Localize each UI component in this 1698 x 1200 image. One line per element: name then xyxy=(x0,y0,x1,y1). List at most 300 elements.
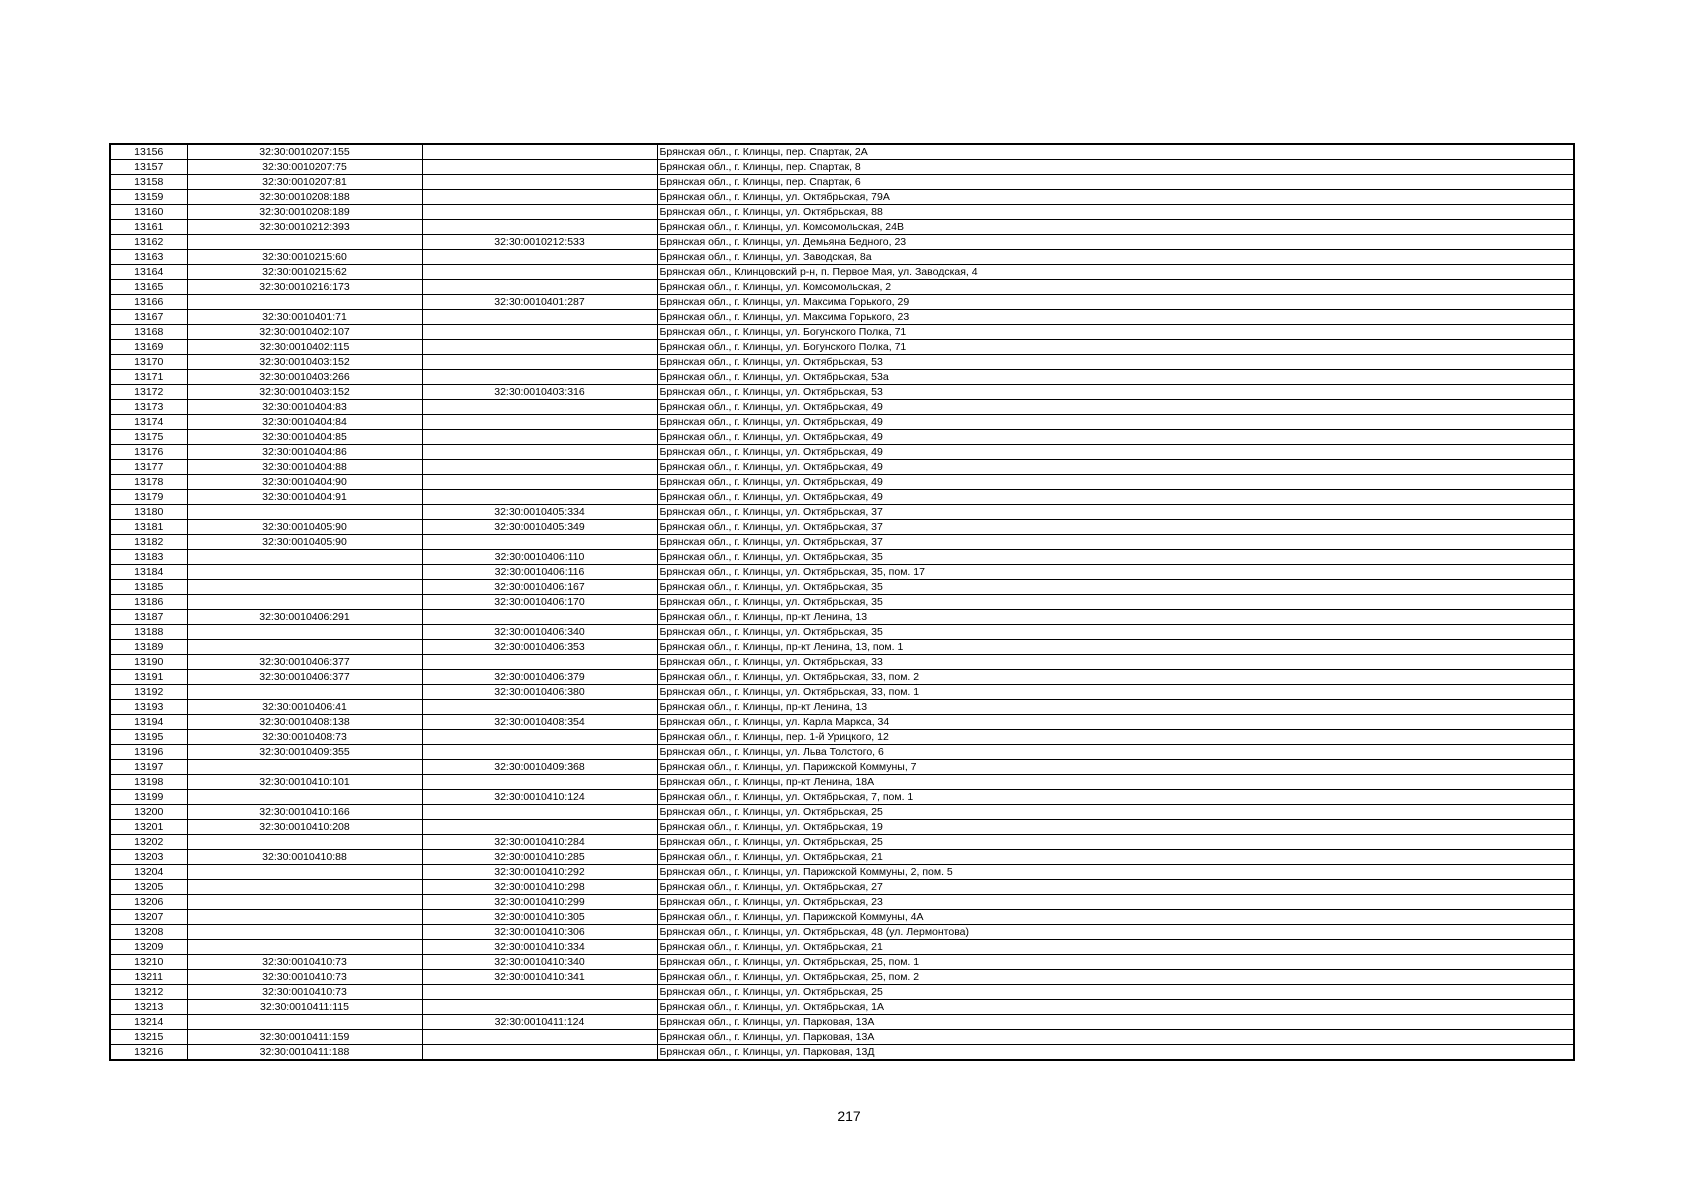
address-cell: Брянская обл., г. Клинцы, ул. Октябрьская, 25 xyxy=(657,805,1574,820)
building-cadastral-number-cell: 32:30:0010411:124 xyxy=(422,1015,657,1030)
row-number-cell: 13196 xyxy=(110,745,187,760)
row-number-cell: 13166 xyxy=(110,295,187,310)
row-number-cell: 13212 xyxy=(110,985,187,1000)
building-cadastral-number-cell: 32:30:0010406:167 xyxy=(422,580,657,595)
row-number-cell: 13171 xyxy=(110,370,187,385)
row-number-cell: 13195 xyxy=(110,730,187,745)
cadastral-number-cell: 32:30:0010410:208 xyxy=(187,820,422,835)
building-cadastral-number-cell xyxy=(422,310,657,325)
building-cadastral-number-cell: 32:30:0010406:353 xyxy=(422,640,657,655)
table-row xyxy=(110,1045,1574,1061)
building-cadastral-number-cell: 32:30:0010410:292 xyxy=(422,865,657,880)
building-cadastral-number-cell: 32:30:0010406:170 xyxy=(422,595,657,610)
row-number-cell: 13167 xyxy=(110,310,187,325)
table-row xyxy=(110,250,1574,265)
row-number-cell: 13156 xyxy=(110,144,187,160)
cadastral-number-cell xyxy=(187,910,422,925)
building-cadastral-number-cell xyxy=(422,700,657,715)
row-number-cell: 13174 xyxy=(110,415,187,430)
address-cell: Брянская обл., г. Клинцы, ул. Октябрьская, 33, пом. 2 xyxy=(657,670,1574,685)
building-cadastral-number-cell xyxy=(422,460,657,475)
table-row xyxy=(110,940,1574,955)
cadastral-number-cell: 32:30:0010411:115 xyxy=(187,1000,422,1015)
address-cell: Брянская обл., г. Клинцы, ул. Максима Горького, 23 xyxy=(657,310,1574,325)
table-row xyxy=(110,775,1574,790)
building-cadastral-number-cell: 32:30:0010406:380 xyxy=(422,685,657,700)
address-cell: Брянская обл., г. Клинцы, ул. Октябрьская, 79А xyxy=(657,190,1574,205)
row-number-cell: 13187 xyxy=(110,610,187,625)
row-number-cell: 13209 xyxy=(110,940,187,955)
row-number-cell: 13186 xyxy=(110,595,187,610)
cadastral-number-cell: 32:30:0010207:75 xyxy=(187,160,422,175)
row-number-cell: 13213 xyxy=(110,1000,187,1015)
table-row xyxy=(110,310,1574,325)
building-cadastral-number-cell: 32:30:0010405:334 xyxy=(422,505,657,520)
table-row xyxy=(110,670,1574,685)
cadastral-number-cell: 32:30:0010406:291 xyxy=(187,610,422,625)
cadastral-number-cell: 32:30:0010408:138 xyxy=(187,715,422,730)
cadastral-number-cell: 32:30:0010410:101 xyxy=(187,775,422,790)
table-body xyxy=(110,144,1574,1060)
row-number-cell: 13202 xyxy=(110,835,187,850)
building-cadastral-number-cell xyxy=(422,370,657,385)
address-cell: Брянская обл., г. Клинцы, ул. Октябрьская, 7, пом. 1 xyxy=(657,790,1574,805)
row-number-cell: 13191 xyxy=(110,670,187,685)
cadastral-number-cell: 32:30:0010215:60 xyxy=(187,250,422,265)
page-number: 217 xyxy=(837,1108,861,1124)
address-cell: Брянская обл., г. Клинцы, ул. Заводская, 8а xyxy=(657,250,1574,265)
table-row xyxy=(110,535,1574,550)
row-number-cell: 13176 xyxy=(110,445,187,460)
building-cadastral-number-cell: 32:30:0010406:379 xyxy=(422,670,657,685)
row-number-cell: 13211 xyxy=(110,970,187,985)
address-cell: Брянская обл., г. Клинцы, ул. Октябрьская, 53 xyxy=(657,385,1574,400)
address-cell: Брянская обл., г. Клинцы, ул. Октябрьская, 21 xyxy=(657,850,1574,865)
row-number-cell: 13175 xyxy=(110,430,187,445)
row-number-cell: 13158 xyxy=(110,175,187,190)
table-row xyxy=(110,520,1574,535)
building-cadastral-number-cell xyxy=(422,445,657,460)
cadastral-number-cell xyxy=(187,940,422,955)
building-cadastral-number-cell xyxy=(422,1000,657,1015)
address-cell: Брянская обл., г. Клинцы, ул. Октябрьская, 33, пом. 1 xyxy=(657,685,1574,700)
cadastral-number-cell xyxy=(187,865,422,880)
table-row xyxy=(110,730,1574,745)
table-row xyxy=(110,415,1574,430)
table-row xyxy=(110,144,1574,160)
building-cadastral-number-cell xyxy=(422,340,657,355)
table-row xyxy=(110,295,1574,310)
cadastral-number-cell: 32:30:0010406:377 xyxy=(187,670,422,685)
cadastral-number-cell xyxy=(187,625,422,640)
address-cell: Брянская обл., г. Клинцы, пр-кт Ленина, 18А xyxy=(657,775,1574,790)
cadastral-number-cell xyxy=(187,295,422,310)
cadastral-number-cell: 32:30:0010406:377 xyxy=(187,655,422,670)
table-row xyxy=(110,160,1574,175)
cadastral-number-cell: 32:30:0010403:152 xyxy=(187,355,422,370)
row-number-cell: 13181 xyxy=(110,520,187,535)
row-number-cell: 13172 xyxy=(110,385,187,400)
building-cadastral-number-cell xyxy=(422,775,657,790)
row-number-cell: 13210 xyxy=(110,955,187,970)
cadastral-number-cell xyxy=(187,895,422,910)
table-row xyxy=(110,895,1574,910)
row-number-cell: 13184 xyxy=(110,565,187,580)
row-number-cell: 13198 xyxy=(110,775,187,790)
address-cell: Брянская обл., г. Клинцы, ул. Демьяна Бедного, 23 xyxy=(657,235,1574,250)
cadastral-number-cell: 32:30:0010402:107 xyxy=(187,325,422,340)
table-row xyxy=(110,205,1574,220)
building-cadastral-number-cell: 32:30:0010401:287 xyxy=(422,295,657,310)
building-cadastral-number-cell: 32:30:0010410:298 xyxy=(422,880,657,895)
row-number-cell: 13200 xyxy=(110,805,187,820)
cadastral-number-cell xyxy=(187,505,422,520)
table-row xyxy=(110,550,1574,565)
table-row xyxy=(110,490,1574,505)
building-cadastral-number-cell xyxy=(422,400,657,415)
address-cell: Брянская обл., г. Клинцы, ул. Максима Горького, 29 xyxy=(657,295,1574,310)
address-cell: Брянская обл., г. Клинцы, ул. Октябрьская, 25 xyxy=(657,835,1574,850)
building-cadastral-number-cell: 32:30:0010410:299 xyxy=(422,895,657,910)
table-row xyxy=(110,970,1574,985)
address-cell: Брянская обл., г. Клинцы, ул. Октябрьская, 33 xyxy=(657,655,1574,670)
address-cell: Брянская обл., г. Клинцы, ул. Парижской Коммуны, 4А xyxy=(657,910,1574,925)
building-cadastral-number-cell xyxy=(422,205,657,220)
cadastral-number-cell: 32:30:0010207:155 xyxy=(187,144,422,160)
cadastral-number-cell: 32:30:0010215:62 xyxy=(187,265,422,280)
building-cadastral-number-cell xyxy=(422,415,657,430)
cadastral-number-cell: 32:30:0010410:73 xyxy=(187,955,422,970)
table-row xyxy=(110,385,1574,400)
table-row xyxy=(110,910,1574,925)
cadastral-number-cell: 32:30:0010404:84 xyxy=(187,415,422,430)
cadastral-number-cell: 32:30:0010411:188 xyxy=(187,1045,422,1061)
cadastral-number-cell xyxy=(187,685,422,700)
data-table xyxy=(109,143,1575,1061)
address-cell: Брянская обл., г. Клинцы, пер. Спартак, 2А xyxy=(657,144,1574,160)
row-number-cell: 13197 xyxy=(110,760,187,775)
table-row xyxy=(110,505,1574,520)
address-cell: Брянская обл., г. Клинцы, пр-кт Ленина, 13 xyxy=(657,700,1574,715)
building-cadastral-number-cell xyxy=(422,430,657,445)
address-cell: Брянская обл., г. Клинцы, ул. Парковая, 13А xyxy=(657,1030,1574,1045)
building-cadastral-number-cell xyxy=(422,745,657,760)
building-cadastral-number-cell: 32:30:0010409:368 xyxy=(422,760,657,775)
cadastral-number-cell xyxy=(187,835,422,850)
address-cell: Брянская обл., г. Клинцы, ул. Октябрьская, 49 xyxy=(657,430,1574,445)
table-row xyxy=(110,460,1574,475)
row-number-cell: 13161 xyxy=(110,220,187,235)
table-row xyxy=(110,655,1574,670)
address-cell: Брянская обл., г. Клинцы, пер. Спартак, 8 xyxy=(657,160,1574,175)
cadastral-number-cell: 32:30:0010405:90 xyxy=(187,535,422,550)
row-number-cell: 13157 xyxy=(110,160,187,175)
address-cell: Брянская обл., г. Клинцы, ул. Октябрьская, 37 xyxy=(657,505,1574,520)
building-cadastral-number-cell: 32:30:0010408:354 xyxy=(422,715,657,730)
row-number-cell: 13192 xyxy=(110,685,187,700)
row-number-cell: 13173 xyxy=(110,400,187,415)
table-row xyxy=(110,445,1574,460)
building-cadastral-number-cell: 32:30:0010410:340 xyxy=(422,955,657,970)
building-cadastral-number-cell xyxy=(422,610,657,625)
row-number-cell: 13189 xyxy=(110,640,187,655)
row-number-cell: 13190 xyxy=(110,655,187,670)
table-row xyxy=(110,835,1574,850)
table-row xyxy=(110,565,1574,580)
address-cell: Брянская обл., г. Клинцы, ул. Октябрьская, 49 xyxy=(657,415,1574,430)
building-cadastral-number-cell: 32:30:0010405:349 xyxy=(422,520,657,535)
cadastral-number-cell: 32:30:0010410:88 xyxy=(187,850,422,865)
cadastral-number-cell: 32:30:0010408:73 xyxy=(187,730,422,745)
table-row xyxy=(110,370,1574,385)
building-cadastral-number-cell xyxy=(422,490,657,505)
table-row xyxy=(110,1030,1574,1045)
building-cadastral-number-cell: 32:30:0010410:305 xyxy=(422,910,657,925)
address-cell: Брянская обл., г. Клинцы, ул. Октябрьская, 35 xyxy=(657,595,1574,610)
row-number-cell: 13180 xyxy=(110,505,187,520)
row-number-cell: 13165 xyxy=(110,280,187,295)
row-number-cell: 13160 xyxy=(110,205,187,220)
table-row xyxy=(110,715,1574,730)
building-cadastral-number-cell xyxy=(422,160,657,175)
cadastral-number-cell xyxy=(187,235,422,250)
row-number-cell: 13203 xyxy=(110,850,187,865)
row-number-cell: 13188 xyxy=(110,625,187,640)
row-number-cell: 13178 xyxy=(110,475,187,490)
cadastral-number-cell xyxy=(187,760,422,775)
building-cadastral-number-cell xyxy=(422,820,657,835)
address-cell: Брянская обл., г. Клинцы, ул. Карла Маркса, 34 xyxy=(657,715,1574,730)
cadastral-number-cell: 32:30:0010404:88 xyxy=(187,460,422,475)
cadastral-number-cell: 32:30:0010401:71 xyxy=(187,310,422,325)
table-row xyxy=(110,340,1574,355)
row-number-cell: 13183 xyxy=(110,550,187,565)
address-cell: Брянская обл., г. Клинцы, ул. Октябрьская, 49 xyxy=(657,475,1574,490)
building-cadastral-number-cell: 32:30:0010212:533 xyxy=(422,235,657,250)
building-cadastral-number-cell: 32:30:0010410:284 xyxy=(422,835,657,850)
address-cell: Брянская обл., г. Клинцы, ул. Октябрьская, 88 xyxy=(657,205,1574,220)
table-row xyxy=(110,805,1574,820)
address-cell: Брянская обл., г. Клинцы, ул. Октябрьская, 25, пом. 2 xyxy=(657,970,1574,985)
table-row xyxy=(110,640,1574,655)
cadastral-number-cell: 32:30:0010411:159 xyxy=(187,1030,422,1045)
address-cell: Брянская обл., г. Клинцы, пр-кт Ленина, 13, пом. 1 xyxy=(657,640,1574,655)
table-row xyxy=(110,880,1574,895)
address-cell: Брянская обл., г. Клинцы, ул. Октябрьская, 37 xyxy=(657,520,1574,535)
row-number-cell: 13201 xyxy=(110,820,187,835)
building-cadastral-number-cell xyxy=(422,325,657,340)
cadastral-number-cell: 32:30:0010208:188 xyxy=(187,190,422,205)
address-cell: Брянская обл., г. Клинцы, ул. Октябрьская, 1А xyxy=(657,1000,1574,1015)
address-cell: Брянская обл., г. Клинцы, ул. Октябрьская, 35 xyxy=(657,550,1574,565)
cadastral-number-cell xyxy=(187,565,422,580)
table-row xyxy=(110,1000,1574,1015)
address-cell: Брянская обл., г. Клинцы, ул. Парковая, 13А xyxy=(657,1015,1574,1030)
row-number-cell: 13214 xyxy=(110,1015,187,1030)
building-cadastral-number-cell xyxy=(422,475,657,490)
table-row xyxy=(110,580,1574,595)
table-row xyxy=(110,400,1574,415)
address-cell: Брянская обл., г. Клинцы, ул. Октябрьская, 25 xyxy=(657,985,1574,1000)
address-cell: Брянская обл., г. Клинцы, ул. Парижской Коммуны, 7 xyxy=(657,760,1574,775)
table-row xyxy=(110,865,1574,880)
table-row xyxy=(110,760,1574,775)
cadastral-number-cell xyxy=(187,550,422,565)
address-cell: Брянская обл., г. Клинцы, ул. Комсомольская, 24В xyxy=(657,220,1574,235)
address-cell: Брянская обл., г. Клинцы, ул. Парковая, 13Д xyxy=(657,1045,1574,1061)
row-number-cell: 13208 xyxy=(110,925,187,940)
cadastral-number-cell xyxy=(187,925,422,940)
cadastral-number-cell: 32:30:0010403:266 xyxy=(187,370,422,385)
table-row xyxy=(110,475,1574,490)
cadastral-number-cell: 32:30:0010410:166 xyxy=(187,805,422,820)
cadastral-number-cell: 32:30:0010410:73 xyxy=(187,970,422,985)
building-cadastral-number-cell: 32:30:0010410:334 xyxy=(422,940,657,955)
building-cadastral-number-cell xyxy=(422,985,657,1000)
cadastral-number-cell: 32:30:0010404:86 xyxy=(187,445,422,460)
row-number-cell: 13168 xyxy=(110,325,187,340)
address-cell: Брянская обл., г. Клинцы, ул. Октябрьская, 37 xyxy=(657,535,1574,550)
table-row xyxy=(110,430,1574,445)
cadastral-number-cell xyxy=(187,595,422,610)
table-row xyxy=(110,175,1574,190)
building-cadastral-number-cell xyxy=(422,730,657,745)
row-number-cell: 13185 xyxy=(110,580,187,595)
address-cell: Брянская обл., г. Клинцы, пр-кт Ленина, 13 xyxy=(657,610,1574,625)
address-cell: Брянская обл., г. Клинцы, ул. Октябрьская, 49 xyxy=(657,490,1574,505)
building-cadastral-number-cell xyxy=(422,265,657,280)
cadastral-number-cell xyxy=(187,880,422,895)
address-cell: Брянская обл., г. Клинцы, ул. Октябрьская, 35 xyxy=(657,625,1574,640)
row-number-cell: 13207 xyxy=(110,910,187,925)
building-cadastral-number-cell xyxy=(422,175,657,190)
address-cell: Брянская обл., г. Клинцы, ул. Октябрьская, 49 xyxy=(657,400,1574,415)
cadastral-number-cell: 32:30:0010405:90 xyxy=(187,520,422,535)
address-cell: Брянская обл., г. Клинцы, ул. Октябрьская, 23 xyxy=(657,895,1574,910)
building-cadastral-number-cell: 32:30:0010410:285 xyxy=(422,850,657,865)
building-cadastral-number-cell xyxy=(422,1030,657,1045)
cadastral-number-cell: 32:30:0010212:393 xyxy=(187,220,422,235)
address-cell: Брянская обл., г. Клинцы, ул. Богунского Полка, 71 xyxy=(657,325,1574,340)
address-cell: Брянская обл., г. Клинцы, ул. Богунского Полка, 71 xyxy=(657,340,1574,355)
building-cadastral-number-cell: 32:30:0010410:306 xyxy=(422,925,657,940)
cadastral-number-cell: 32:30:0010402:115 xyxy=(187,340,422,355)
address-cell: Брянская обл., г. Клинцы, ул. Октябрьская, 48 (ул. Лермонтова) xyxy=(657,925,1574,940)
building-cadastral-number-cell xyxy=(422,805,657,820)
building-cadastral-number-cell xyxy=(422,655,657,670)
building-cadastral-number-cell: 32:30:0010406:116 xyxy=(422,565,657,580)
building-cadastral-number-cell xyxy=(422,220,657,235)
address-cell: Брянская обл., г. Клинцы, ул. Комсомольская, 2 xyxy=(657,280,1574,295)
table-row xyxy=(110,790,1574,805)
cadastral-number-cell: 32:30:0010216:173 xyxy=(187,280,422,295)
table-row xyxy=(110,355,1574,370)
table-row xyxy=(110,325,1574,340)
table-row xyxy=(110,745,1574,760)
row-number-cell: 13170 xyxy=(110,355,187,370)
address-cell: Брянская обл., г. Клинцы, ул. Октябрьская, 49 xyxy=(657,460,1574,475)
address-cell: Брянская обл., г. Клинцы, ул. Октябрьская, 19 xyxy=(657,820,1574,835)
row-number-cell: 13163 xyxy=(110,250,187,265)
cadastral-number-cell: 32:30:0010404:91 xyxy=(187,490,422,505)
address-cell: Брянская обл., Клинцовский р-н, п. Первое Мая, ул. Заводская, 4 xyxy=(657,265,1574,280)
row-number-cell: 13177 xyxy=(110,460,187,475)
building-cadastral-number-cell xyxy=(422,355,657,370)
row-number-cell: 13206 xyxy=(110,895,187,910)
cadastral-number-cell xyxy=(187,1015,422,1030)
address-cell: Брянская обл., г. Клинцы, ул. Октябрьская, 53 xyxy=(657,355,1574,370)
table-row xyxy=(110,1015,1574,1030)
row-number-cell: 13159 xyxy=(110,190,187,205)
table-row xyxy=(110,625,1574,640)
cadastral-number-cell xyxy=(187,790,422,805)
row-number-cell: 13199 xyxy=(110,790,187,805)
address-cell: Брянская обл., г. Клинцы, ул. Октябрьская, 35, пом. 17 xyxy=(657,565,1574,580)
table-row xyxy=(110,955,1574,970)
row-number-cell: 13179 xyxy=(110,490,187,505)
cadastral-number-cell xyxy=(187,640,422,655)
table-row xyxy=(110,610,1574,625)
table-row xyxy=(110,985,1574,1000)
row-number-cell: 13205 xyxy=(110,880,187,895)
row-number-cell: 13204 xyxy=(110,865,187,880)
cadastral-number-cell: 32:30:0010404:83 xyxy=(187,400,422,415)
cadastral-number-cell: 32:30:0010409:355 xyxy=(187,745,422,760)
address-cell: Брянская обл., г. Клинцы, ул. Октябрьская, 35 xyxy=(657,580,1574,595)
cadastral-number-cell: 32:30:0010207:81 xyxy=(187,175,422,190)
building-cadastral-number-cell xyxy=(422,250,657,265)
row-number-cell: 13215 xyxy=(110,1030,187,1045)
row-number-cell: 13162 xyxy=(110,235,187,250)
table-row xyxy=(110,925,1574,940)
building-cadastral-number-cell xyxy=(422,535,657,550)
row-number-cell: 13194 xyxy=(110,715,187,730)
building-cadastral-number-cell: 32:30:0010406:110 xyxy=(422,550,657,565)
table-row xyxy=(110,685,1574,700)
address-cell: Брянская обл., г. Клинцы, пер. Спартак, 6 xyxy=(657,175,1574,190)
address-cell: Брянская обл., г. Клинцы, пер. 1-й Урицкого, 12 xyxy=(657,730,1574,745)
building-cadastral-number-cell xyxy=(422,280,657,295)
table-row xyxy=(110,700,1574,715)
cadastral-number-cell: 32:30:0010208:189 xyxy=(187,205,422,220)
table-row xyxy=(110,265,1574,280)
table-row xyxy=(110,280,1574,295)
row-number-cell: 13164 xyxy=(110,265,187,280)
cadastral-number-cell: 32:30:0010404:90 xyxy=(187,475,422,490)
building-cadastral-number-cell: 32:30:0010410:124 xyxy=(422,790,657,805)
cadastral-number-cell: 32:30:0010403:152 xyxy=(187,385,422,400)
address-cell: Брянская обл., г. Клинцы, ул. Октябрьская, 27 xyxy=(657,880,1574,895)
row-number-cell: 13182 xyxy=(110,535,187,550)
building-cadastral-number-cell xyxy=(422,144,657,160)
address-cell: Брянская обл., г. Клинцы, ул. Октябрьская, 53а xyxy=(657,370,1574,385)
table-row xyxy=(110,220,1574,235)
cadastral-number-cell: 32:30:0010406:41 xyxy=(187,700,422,715)
table-row xyxy=(110,850,1574,865)
building-cadastral-number-cell: 32:30:0010403:316 xyxy=(422,385,657,400)
address-cell: Брянская обл., г. Клинцы, ул. Октябрьская, 21 xyxy=(657,940,1574,955)
building-cadastral-number-cell xyxy=(422,1045,657,1061)
row-number-cell: 13169 xyxy=(110,340,187,355)
table-row xyxy=(110,820,1574,835)
table-row xyxy=(110,235,1574,250)
table-row xyxy=(110,595,1574,610)
row-number-cell: 13193 xyxy=(110,700,187,715)
address-cell: Брянская обл., г. Клинцы, ул. Парижской Коммуны, 2, пом. 5 xyxy=(657,865,1574,880)
building-cadastral-number-cell: 32:30:0010410:341 xyxy=(422,970,657,985)
cadastral-number-cell: 32:30:0010404:85 xyxy=(187,430,422,445)
cadastral-number-cell: 32:30:0010410:73 xyxy=(187,985,422,1000)
